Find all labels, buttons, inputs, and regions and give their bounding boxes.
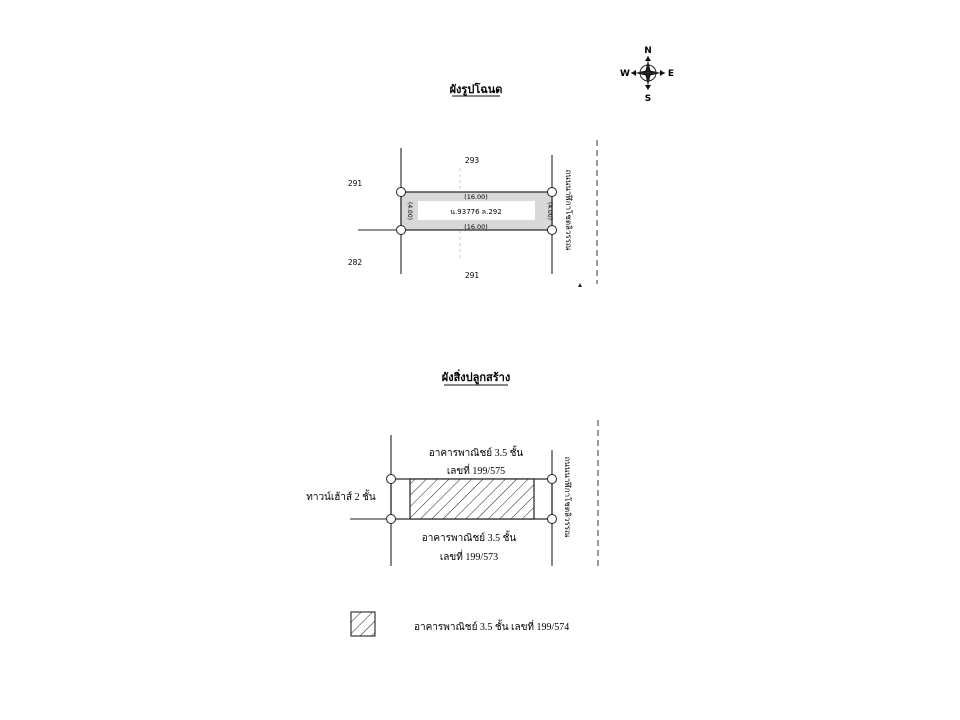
deed-corner-nw <box>397 188 406 197</box>
west-building-label: ทาวน์เฮ้าส์ 2 ชั้น <box>306 492 376 503</box>
southwest-parcel-number: 282 <box>347 258 363 267</box>
compass-south-arrow <box>645 85 651 90</box>
compass-north-arrow <box>645 56 651 61</box>
building-corner-se <box>548 515 557 524</box>
compass-w-label: W <box>620 69 630 79</box>
deed-right-dimension: (4.00) <box>546 201 553 221</box>
building-footprint <box>410 479 534 519</box>
south-parcel-number: 291 <box>464 271 480 280</box>
south-building-type: อาคารพาณิชย์ 3.5 ชั้น <box>421 533 517 544</box>
deed-corner-sw <box>397 226 406 235</box>
west-parcel-number: 291 <box>347 179 363 188</box>
north-building-number: เลขที่ 199/575 <box>446 466 506 477</box>
deed-bottom-dimension: (16.00) <box>464 223 488 231</box>
deed-top-dimension: (16.00) <box>464 193 488 201</box>
legend-hatch-swatch <box>351 612 375 636</box>
building-plan <box>306 369 598 570</box>
compass-n-label: N <box>644 46 652 56</box>
deed-road-marker <box>578 283 582 287</box>
compass-s-label: S <box>644 94 652 104</box>
deed-corner-ne <box>548 188 557 197</box>
deed-plan-title: ผังรูปโฉนด <box>449 84 503 96</box>
deed-left-dimension: (4.00) <box>406 201 413 221</box>
deed-plan <box>348 82 597 287</box>
building-road-label: ถนนนาฬิกาโชตลิวรรณ <box>563 456 572 538</box>
building-corner-ne <box>548 475 557 484</box>
building-corner-nw <box>387 475 396 484</box>
deed-road-label: ถนนนาฬิกาโชตลิวรรณ <box>564 169 573 251</box>
deed-number-label: น.93776 ล.292 <box>450 208 502 216</box>
north-parcel-number: 293 <box>464 156 480 165</box>
legend-label: อาคารพาณิชย์ 3.5 ชั้น เลขที่ 199/574 <box>414 622 570 633</box>
compass-rose <box>620 46 674 104</box>
compass-east-arrow <box>660 70 665 76</box>
north-building-type: อาคารพาณิชย์ 3.5 ชั้น <box>428 448 524 459</box>
deed-corner-se <box>548 226 557 235</box>
legend <box>351 612 569 636</box>
south-building-number: เลขที่ 199/573 <box>439 552 499 563</box>
compass-west-arrow <box>631 70 636 76</box>
building-plan-title: ผังสิ่งปลูกสร้าง <box>441 372 511 384</box>
building-corner-sw <box>387 515 396 524</box>
compass-e-label: E <box>667 69 675 79</box>
